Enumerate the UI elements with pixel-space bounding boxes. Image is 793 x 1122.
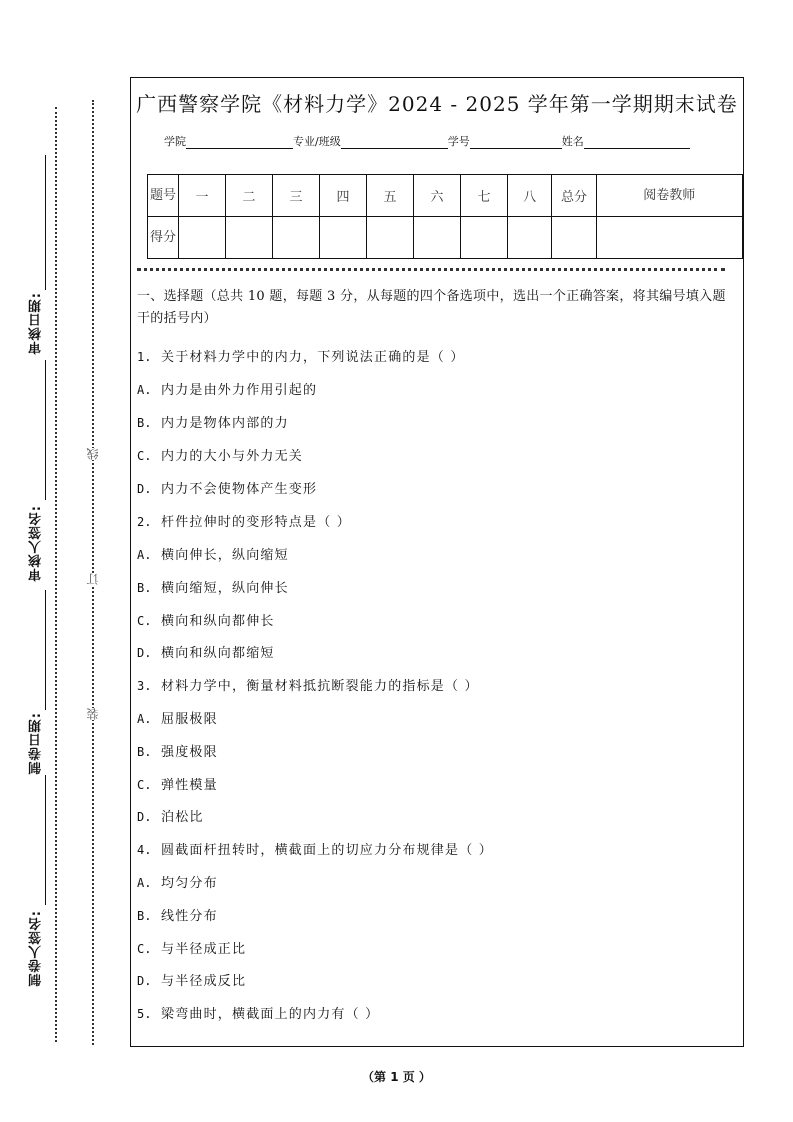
question-section (137, 286, 737, 1022)
bind-char-staple: 订 (86, 573, 100, 585)
college-field[interactable] (186, 136, 293, 149)
option-line: D. 泊松比 (137, 810, 204, 825)
exam-maker-signature-label: 制卷人签名: (29, 910, 44, 987)
score-header: 得分 (148, 217, 179, 259)
question-line: 3. 材料力学中，衡量材料抵抗断裂能力的指标是（ ） (137, 679, 479, 694)
question-number-header: 题号 (148, 175, 179, 217)
score-cell[interactable] (319, 217, 366, 259)
option-line: A. 屈服极限 (137, 712, 218, 727)
option-line: C. 内力的大小与外力无关 (137, 449, 304, 464)
score-cell[interactable] (460, 217, 507, 259)
student-id-field[interactable] (470, 136, 562, 149)
score-cell[interactable] (507, 217, 551, 259)
review-date-label: 审核日期: (29, 292, 44, 355)
grader-cell[interactable] (596, 217, 742, 259)
col-header: 五 (366, 175, 413, 217)
exam-date-label: 制卷日期: (29, 712, 44, 775)
option-line: D. 与半径成反比 (137, 974, 247, 989)
option-line: A. 内力是由外力作用引起的 (137, 383, 318, 398)
col-header: 八 (507, 175, 551, 217)
score-cell[interactable] (178, 217, 225, 259)
major-class-label: 专业/班级 (293, 135, 341, 148)
major-class-field[interactable] (341, 136, 448, 149)
name-label: 姓名 (561, 135, 584, 148)
reviewer-signature-line-2[interactable] (45, 590, 46, 710)
option-line: A. 均匀分布 (137, 876, 218, 891)
col-header: 三 (272, 175, 319, 217)
name-field[interactable] (584, 136, 690, 149)
col-header: 七 (460, 175, 507, 217)
option-line: C. 与半径成正比 (137, 942, 247, 957)
page-number: （第 1 页 ） (362, 1070, 431, 1084)
reviewer-signature-line[interactable] (45, 360, 46, 500)
col-header: 一 (178, 175, 225, 217)
student-id-label: 学号 (447, 135, 470, 148)
option-line: B. 内力是物体内部的力 (137, 416, 289, 431)
score-cell[interactable] (413, 217, 460, 259)
option-line: A. 横向伸长，纵向缩短 (137, 548, 289, 563)
question-number-row (148, 175, 743, 217)
score-cell[interactable] (366, 217, 413, 259)
score-table (147, 174, 743, 259)
question-line: 5. 梁弯曲时，横截面上的内力有（ ） (137, 1007, 380, 1022)
bind-char-bind: 装 (86, 708, 100, 720)
score-cell[interactable] (225, 217, 272, 259)
col-header-grader: 阅卷教师 (596, 175, 742, 217)
bind-char-line: 线 (86, 448, 100, 460)
option-line: C. 横向和纵向都伸长 (137, 614, 275, 629)
exam-title: 广西警察学院《材料力学》2024 - 2025 学年第一学期期末试卷 (136, 92, 738, 116)
option-line: B. 强度极限 (137, 745, 218, 760)
reviewer-signature-label: 审核人签名: (29, 505, 44, 582)
college-label: 学院 (164, 135, 186, 148)
section-heading: 一、选择题（总共 10 题，每题 3 分，从每题的四个备选项中，选出一个正确答案，将其编号填入题干的括号内） (137, 289, 726, 326)
total-score-cell[interactable] (552, 217, 596, 259)
option-line: D. 内力不会使物体产生变形 (137, 482, 318, 497)
student-info-row (164, 133, 690, 149)
option-line: B. 线性分布 (137, 909, 218, 924)
col-header: 四 (319, 175, 366, 217)
question-line: 2. 杆件拉伸时的变形特点是（ ） (137, 515, 351, 530)
review-date-line[interactable] (45, 155, 46, 290)
question-line: 1. 关于材料力学中的内力，下列说法正确的是（ ） (137, 350, 465, 365)
score-cell[interactable] (272, 217, 319, 259)
option-line: B. 横向缩短，纵向伸长 (137, 581, 289, 596)
col-header: 六 (413, 175, 460, 217)
option-line: D. 横向和纵向都缩短 (137, 646, 275, 661)
col-header: 二 (225, 175, 272, 217)
question-line: 4. 圆截面杆扭转时，横截面上的切应力分布规律是（ ） (137, 843, 493, 858)
score-row (148, 217, 743, 259)
exam-frame (130, 77, 744, 1047)
dotted-separator (137, 268, 725, 271)
option-line: C. 弹性模量 (137, 778, 218, 793)
exam-date-line[interactable] (45, 775, 46, 905)
col-header-total: 总分 (552, 175, 596, 217)
binding-dotted-line-inner (55, 107, 57, 1042)
